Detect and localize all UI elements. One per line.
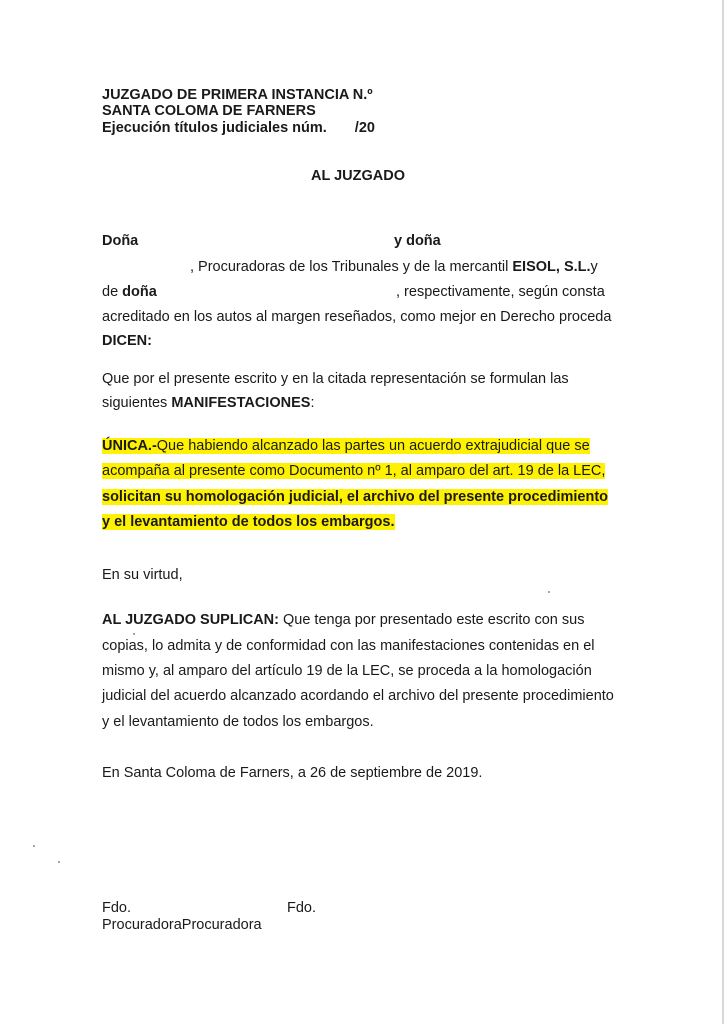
unica-label: ÚNICA.- [102, 438, 157, 454]
court-name: JUZGADO DE PRIMERA INSTANCIA N.º [102, 87, 373, 103]
manifest-heading: MANIFESTACIONES [171, 395, 311, 411]
suplican-line-5: y el levantamiento de todos los embargos. [102, 714, 374, 730]
company-name: EISOL, S.L. [512, 259, 591, 275]
manifest-line-2-text: siguientes [102, 395, 172, 411]
addressee: AL JUZGADO [311, 168, 405, 184]
unica-line-1-highlight [102, 438, 590, 454]
unica-line-4-text: y el levantamiento de todos los embargos. [102, 514, 395, 530]
unica-line-1-text: Que habiendo alcanzado las partes un acuerdo extrajudicial que se [156, 438, 590, 454]
intro-line-4: acreditado en los autos al margen reseñados, como mejor en Derecho proceda [102, 309, 612, 325]
en-su-virtud: En su virtud, [102, 567, 183, 583]
manifest-line-1 [102, 370, 617, 388]
intro-de: de [102, 284, 119, 300]
scan-speck [58, 861, 60, 863]
intro-dona-2: doña [122, 284, 157, 300]
intro-line-3-de [102, 283, 157, 301]
signature-fdo-2: Fdo. [287, 900, 317, 916]
unica-line-3 [102, 488, 608, 506]
intro-line-2-end: y [590, 259, 598, 275]
intro-line-2-text: , Procuradoras de los Tribunales y de la mercantil [190, 259, 513, 275]
suplican-line-3: mismo y, al amparo del artículo 19 de la LEC, se proceda a la homologación [102, 663, 592, 679]
suplican-line-2: copias, lo admita y de conformidad con las manifestaciones contenidas en el [102, 638, 595, 654]
date-line: En Santa Coloma de Farners, a 26 de septiembre de 2019. [102, 765, 483, 781]
case-label: Ejecución títulos judiciales núm. [102, 120, 327, 136]
manifest-line-2 [102, 394, 314, 412]
signature-names: ProcuradoraProcuradora [102, 917, 262, 933]
suplican-line-4: judicial del acuerdo alcanzado acordando el archivo del presente procedimiento [102, 688, 614, 704]
intro-line-3-rest: , respectivamente, según consta [396, 284, 605, 300]
dicen-heading: DICEN: [102, 333, 152, 349]
unica-line-2 [102, 462, 605, 480]
unica-line-1 [102, 437, 590, 455]
court-city: SANTA COLOMA DE FARNERS [102, 103, 316, 119]
intro-line-2 [190, 258, 598, 276]
suplican-line-1-text: Que tenga por presentado este escrito con sus [278, 612, 585, 628]
scan-speck [133, 633, 135, 635]
manifest-colon: : [310, 395, 315, 411]
signature-fdo-1: Fdo. [102, 900, 132, 916]
scan-speck [33, 845, 35, 847]
scan-speck [548, 591, 550, 593]
unica-line-3-text: solicitan su homologación judicial, el archivo del presente procedimiento [102, 489, 608, 505]
manifest-line-1-text: Que por el presente escrito y en la citada representación se formulan las [102, 371, 569, 387]
unica-line-4 [102, 513, 395, 531]
case-reference [102, 119, 375, 137]
unica-line-2-text: acompaña al presente como Documento nº 1, al amparo del art. 19 de la LEC, [102, 463, 606, 479]
suplican-line-1 [102, 611, 584, 629]
intro-dona-1: Doña [102, 233, 139, 249]
case-number: /20 [354, 120, 375, 136]
intro-y-dona: y doña [394, 233, 441, 249]
suplican-label: AL JUZGADO SUPLICAN: [102, 612, 279, 628]
